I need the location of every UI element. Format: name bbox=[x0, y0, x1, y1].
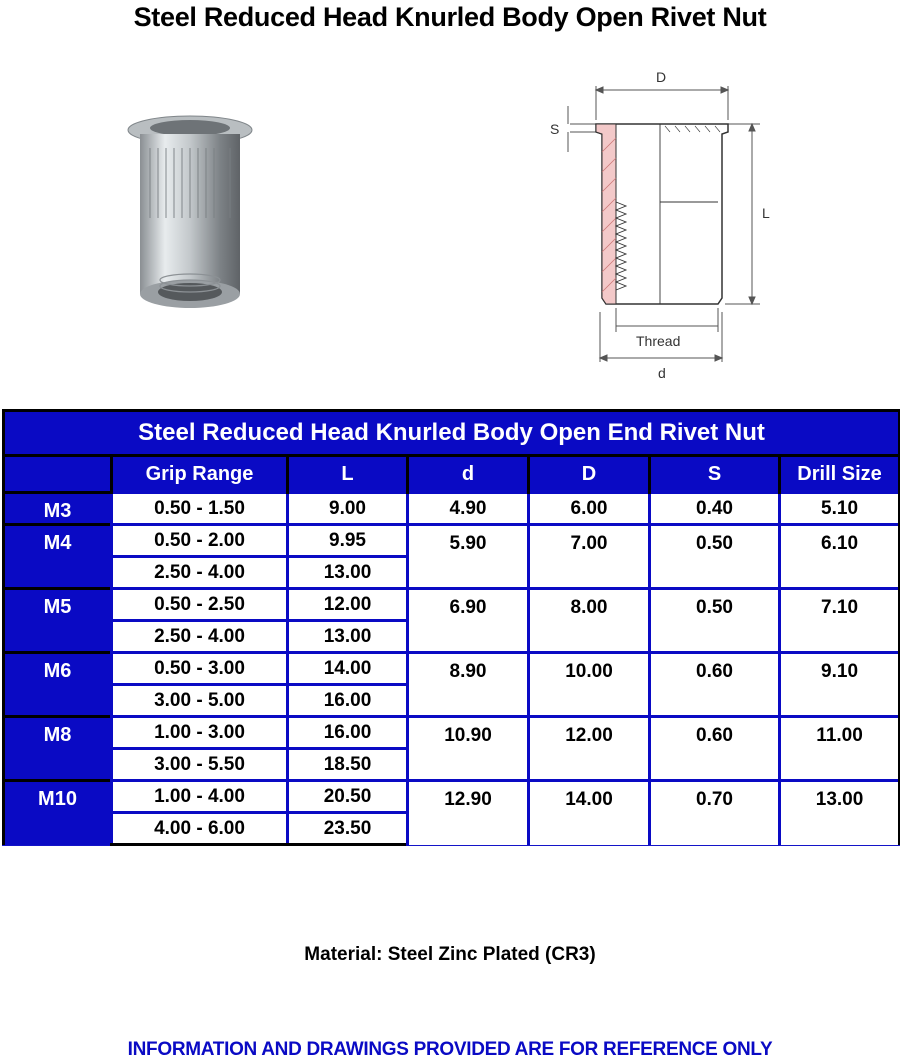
head-diameter-cell: 6.00 bbox=[529, 493, 650, 525]
column-header: d bbox=[408, 456, 529, 493]
d-cell: 4.90 bbox=[408, 493, 529, 525]
table-row bbox=[4, 717, 900, 749]
length-cell: 18.50 bbox=[288, 749, 408, 781]
drawing-label-S: S bbox=[550, 121, 560, 137]
head-diameter-cell: 12.00 bbox=[529, 717, 650, 781]
rivet-nut-drawing bbox=[530, 62, 810, 392]
d-cell: 12.90 bbox=[408, 781, 529, 845]
column-header: Grip Range bbox=[112, 456, 288, 493]
head-thickness-cell: 0.60 bbox=[650, 717, 780, 781]
drill-size-cell: 5.10 bbox=[780, 493, 900, 525]
drawing-label-thread: Thread bbox=[636, 333, 681, 349]
head-diameter-cell: 10.00 bbox=[529, 653, 650, 717]
table-row bbox=[4, 493, 900, 525]
grip-range-cell: 0.50 - 2.00 bbox=[112, 525, 288, 557]
drill-size-cell: 11.00 bbox=[780, 717, 900, 781]
drill-size-cell: 13.00 bbox=[780, 781, 900, 845]
length-cell: 14.00 bbox=[288, 653, 408, 685]
column-header: Drill Size bbox=[780, 456, 900, 493]
table-caption: Steel Reduced Head Knurled Body Open End Rivet Nut bbox=[4, 411, 900, 456]
length-cell: 16.00 bbox=[288, 685, 408, 717]
column-header: L bbox=[288, 456, 408, 493]
page-title: Steel Reduced Head Knurled Body Open Rivet Nut bbox=[133, 2, 767, 32]
head-thickness-cell: 0.50 bbox=[650, 589, 780, 653]
grip-range-cell: 4.00 - 6.00 bbox=[112, 813, 288, 845]
grip-range-cell: 1.00 - 3.00 bbox=[112, 717, 288, 749]
spec-table bbox=[2, 409, 900, 846]
d-cell: 5.90 bbox=[408, 525, 529, 589]
length-cell: 9.95 bbox=[288, 525, 408, 557]
drawing-label-d: d bbox=[658, 365, 666, 381]
disclaimer-note: INFORMATION AND DRAWINGS PROVIDED ARE FOR REFERENCE ONLY bbox=[127, 1039, 773, 1060]
length-cell: 9.00 bbox=[288, 493, 408, 525]
head-diameter-cell: 14.00 bbox=[529, 781, 650, 845]
grip-range-cell: 1.00 - 4.00 bbox=[112, 781, 288, 813]
table-row bbox=[4, 781, 900, 813]
head-thickness-cell: 0.60 bbox=[650, 653, 780, 717]
table-row bbox=[4, 653, 900, 685]
drill-size-cell: 9.10 bbox=[780, 653, 900, 717]
table-row bbox=[4, 525, 900, 557]
grip-range-cell: 0.50 - 1.50 bbox=[112, 493, 288, 525]
head-diameter-cell: 7.00 bbox=[529, 525, 650, 589]
d-cell: 8.90 bbox=[408, 653, 529, 717]
drill-size-cell: 6.10 bbox=[780, 525, 900, 589]
material-note: Material: Steel Zinc Plated (CR3) bbox=[304, 944, 596, 965]
table-row bbox=[4, 589, 900, 621]
rivet-nut-photo bbox=[120, 108, 260, 318]
head-diameter-cell: 8.00 bbox=[529, 589, 650, 653]
head-thickness-cell: 0.40 bbox=[650, 493, 780, 525]
d-cell: 10.90 bbox=[408, 717, 529, 781]
length-cell: 23.50 bbox=[288, 813, 408, 845]
grip-range-cell: 2.50 - 4.00 bbox=[112, 557, 288, 589]
drawing-label-D: D bbox=[656, 69, 667, 85]
column-header bbox=[4, 456, 112, 493]
length-cell: 16.00 bbox=[288, 717, 408, 749]
grip-range-cell: 3.00 - 5.00 bbox=[112, 685, 288, 717]
drill-size-cell: 7.10 bbox=[780, 589, 900, 653]
column-header: D bbox=[529, 456, 650, 493]
length-cell: 13.00 bbox=[288, 557, 408, 589]
grip-range-cell: 3.00 - 5.50 bbox=[112, 749, 288, 781]
size-cell: M5 bbox=[4, 589, 112, 653]
length-cell: 20.50 bbox=[288, 781, 408, 813]
grip-range-cell: 2.50 - 4.00 bbox=[112, 621, 288, 653]
size-cell: M6 bbox=[4, 653, 112, 717]
size-cell: M4 bbox=[4, 525, 112, 589]
size-cell: M10 bbox=[4, 781, 112, 845]
head-thickness-cell: 0.50 bbox=[650, 525, 780, 589]
length-cell: 13.00 bbox=[288, 621, 408, 653]
head-thickness-cell: 0.70 bbox=[650, 781, 780, 845]
column-header: S bbox=[650, 456, 780, 493]
grip-range-cell: 0.50 - 2.50 bbox=[112, 589, 288, 621]
size-cell: M3 bbox=[4, 493, 112, 525]
size-cell: M8 bbox=[4, 717, 112, 781]
d-cell: 6.90 bbox=[408, 589, 529, 653]
length-cell: 12.00 bbox=[288, 589, 408, 621]
grip-range-cell: 0.50 - 3.00 bbox=[112, 653, 288, 685]
drawing-label-L: L bbox=[762, 205, 770, 221]
